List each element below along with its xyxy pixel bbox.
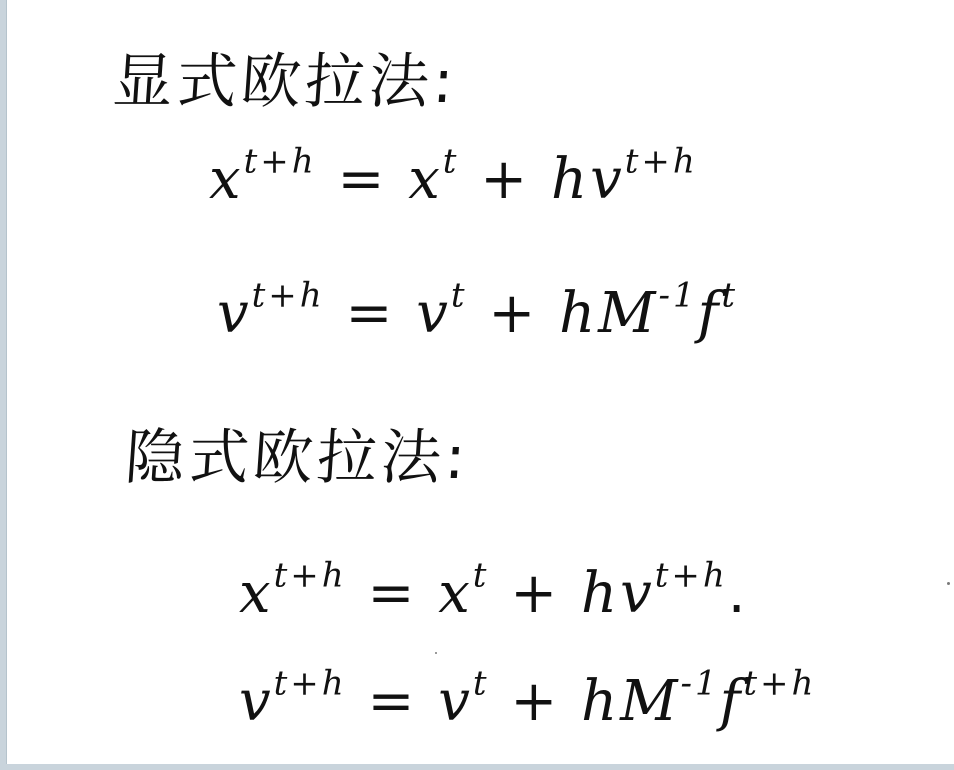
term1-superscript: t bbox=[450, 275, 468, 316]
term2-superscript: t+h bbox=[654, 555, 728, 596]
term2a-superscript: -1 bbox=[658, 275, 698, 316]
lhs-superscript: t+h bbox=[243, 141, 317, 182]
term1-variable: v bbox=[416, 281, 451, 346]
plus-sign: + bbox=[510, 561, 561, 626]
term1-superscript: t bbox=[472, 555, 490, 596]
term2-variable: hv bbox=[551, 147, 625, 212]
explicit-velocity-equation bbox=[217, 275, 739, 346]
term2a-variable: hM bbox=[581, 669, 681, 734]
explicit-position-equation bbox=[209, 141, 698, 212]
lhs-superscript: t+h bbox=[273, 663, 347, 704]
equals-sign: = bbox=[367, 561, 418, 626]
equals-sign: = bbox=[345, 281, 396, 346]
lhs-variable: v bbox=[217, 281, 252, 346]
lhs-variable: x bbox=[209, 147, 244, 212]
plus-sign: + bbox=[510, 669, 561, 734]
implicit-position-equation bbox=[239, 555, 749, 626]
term2a-superscript: -1 bbox=[680, 663, 720, 704]
term1-variable: x bbox=[408, 147, 443, 212]
lhs-variable: v bbox=[239, 669, 274, 734]
plus-sign: + bbox=[480, 147, 531, 212]
equals-sign: = bbox=[337, 147, 388, 212]
term2b-superscript: t+h bbox=[743, 663, 817, 704]
lhs-variable: x bbox=[239, 561, 274, 626]
lhs-superscript: t+h bbox=[251, 275, 325, 316]
term2-superscript: t+h bbox=[624, 141, 698, 182]
trailing-period: . bbox=[727, 561, 749, 626]
term2-variable: hv bbox=[581, 561, 655, 626]
term2b-variable: f bbox=[697, 281, 722, 346]
explicit-euler-heading: 显式欧拉法: bbox=[110, 47, 460, 117]
term2b-superscript: t bbox=[721, 275, 739, 316]
term2b-variable: f bbox=[719, 669, 744, 734]
handwritten-page bbox=[6, 0, 954, 764]
implicit-velocity-equation bbox=[239, 663, 817, 734]
paper-speck bbox=[947, 582, 950, 585]
lhs-superscript: t+h bbox=[273, 555, 347, 596]
paper-speck bbox=[435, 652, 437, 654]
term1-variable: x bbox=[438, 561, 473, 626]
term2a-variable: hM bbox=[559, 281, 659, 346]
term1-superscript: t bbox=[472, 663, 490, 704]
term1-superscript: t bbox=[442, 141, 460, 182]
implicit-euler-heading: 隐式欧拉法: bbox=[122, 423, 472, 493]
equals-sign: = bbox=[367, 669, 418, 734]
plus-sign: + bbox=[488, 281, 539, 346]
term1-variable: v bbox=[438, 669, 473, 734]
